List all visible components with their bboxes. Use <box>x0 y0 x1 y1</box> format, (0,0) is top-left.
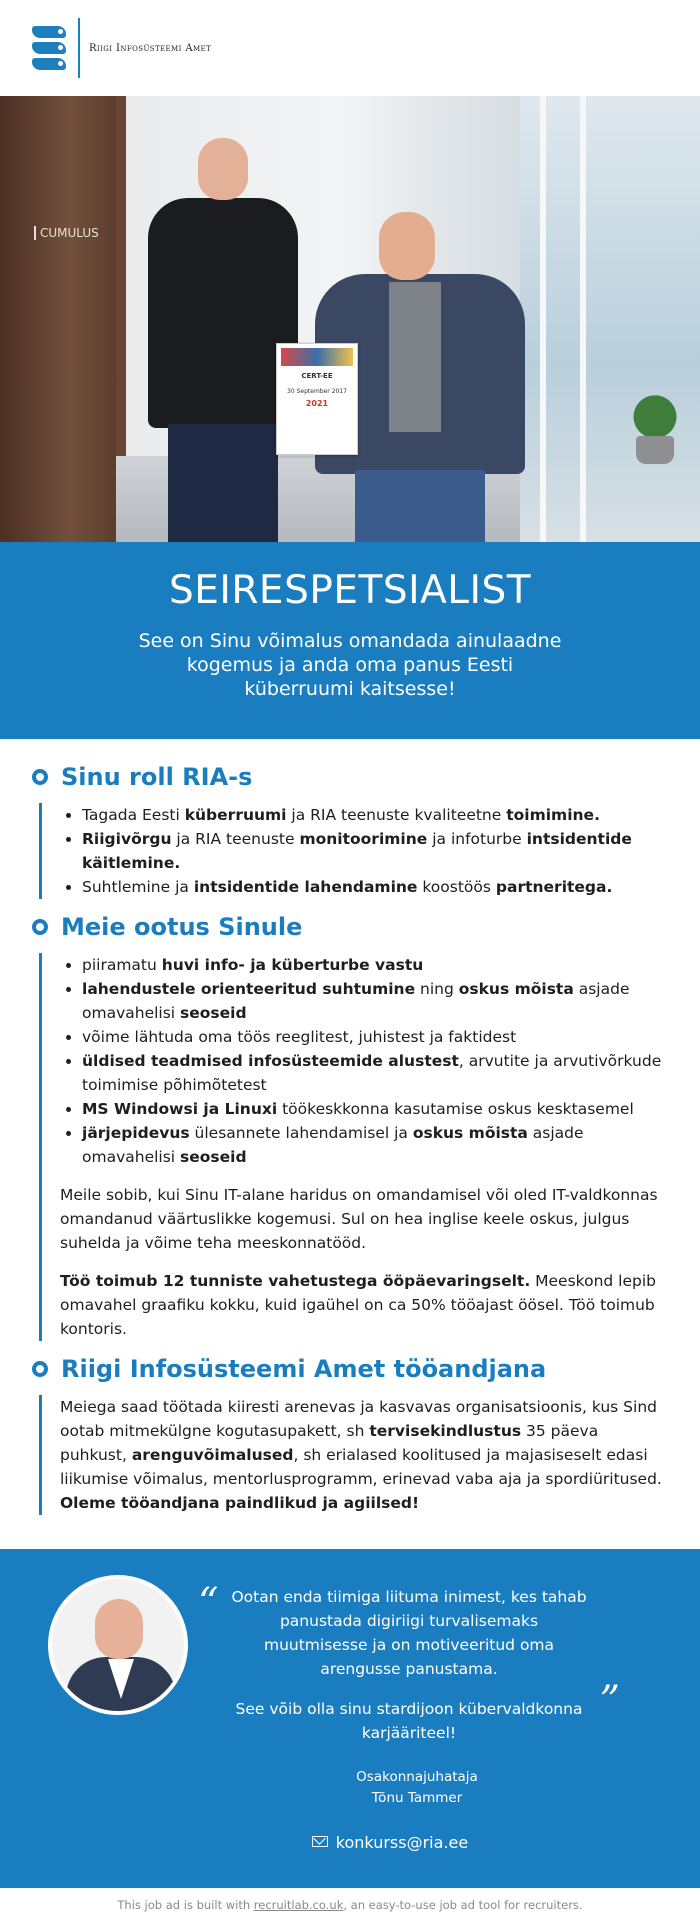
text: ja RIA teenuste <box>171 830 300 848</box>
list-item <box>82 875 668 899</box>
manager-avatar <box>48 1575 188 1715</box>
section-body <box>39 953 668 1341</box>
quote-section <box>0 1549 700 1888</box>
text: asjade omavahelisi <box>82 1124 584 1166</box>
bold-text: seoseid <box>180 1148 247 1166</box>
certificate-title: CERT-EE <box>301 372 333 380</box>
contact-email[interactable]: konkurss@ria.ee <box>335 1833 469 1852</box>
text: asjade omavahelisi <box>82 980 630 1022</box>
bold-text: järjepidevus <box>82 1124 190 1142</box>
bold-text: monitoorimine <box>299 830 428 848</box>
section-employer <box>32 1355 668 1515</box>
text: töökeskkonna kasutamise oskus kesktasemel <box>277 1100 634 1118</box>
text: ülesannete lahendamisel ja <box>189 1124 413 1142</box>
bold-text: huvi info- ja küberturbe vastu <box>161 956 424 974</box>
bold-text: lahendustele orienteeritud suhtumine <box>82 980 416 998</box>
text: , arvutite ja arvutivõrkude toimimise põhimõtetest <box>82 1052 662 1094</box>
footer-text-after: , an easy-to-use job ad tool for recruiters. <box>343 1898 583 1912</box>
list-item <box>82 803 668 827</box>
bold-text: oskus mõista <box>412 1124 528 1142</box>
section-body <box>39 803 668 899</box>
crest-logo-icon <box>32 24 66 72</box>
section-bullet-icon <box>32 769 48 785</box>
section-bullet-icon <box>32 919 48 935</box>
text: võime lähtuda oma töös reeglitest, juhistest ja faktidest <box>82 1028 517 1046</box>
contact-email-row[interactable] <box>80 1833 700 1852</box>
hero-banner <box>0 542 700 739</box>
wood-wall-panel <box>0 96 116 542</box>
section-title: Meie ootus Sinule <box>61 913 303 941</box>
certificate-date: 30 September 2017 <box>287 388 347 395</box>
header-divider <box>78 18 80 78</box>
quote-text-2: See võib olla sinu stardijoon kübervaldkonna karjääriteel! <box>235 1700 583 1742</box>
text: 35 päeva puhkust, <box>60 1422 599 1464</box>
text: Suhtlemine ja <box>82 878 194 896</box>
section-role <box>32 763 668 899</box>
window-frame <box>580 96 586 542</box>
certificate <box>276 343 358 455</box>
person-left <box>148 138 298 542</box>
hero-subtitle: See on Sinu võimalus omandada ainulaadne kogemus ja anda oma panus Eesti küberruumi kaitsesse! <box>138 630 562 700</box>
quote-block <box>198 1575 618 1761</box>
education-paragraph: Meile sobib, kui Sinu IT-alane haridus on omandamisel või oled IT-valdkonnas omandanud väärtuslikke kogemusi. Sul on hea inglise keele oskus, julgus suhelda ja võime teha meeskonnatööd. <box>60 1186 658 1252</box>
bold-text: seoseid <box>180 1004 247 1022</box>
text: piiramatu <box>82 956 162 974</box>
role-list <box>60 803 668 899</box>
bold-text: MS Windowsi ja Linuxi <box>82 1100 278 1118</box>
quote-signature <box>134 1767 700 1809</box>
bold-text: oskus mõista <box>458 980 574 998</box>
page-header <box>0 0 700 96</box>
footer-text-before: This job ad is built with <box>117 1898 254 1912</box>
list-item <box>82 1049 668 1097</box>
list-item <box>82 1121 668 1169</box>
hero-photo <box>0 96 700 542</box>
section-title: Riigi Infosüsteemi Amet tööandjana <box>61 1355 547 1383</box>
bold-text: intsidentide lahendamine <box>193 878 418 896</box>
list-item <box>82 1097 668 1121</box>
open-quote-icon: “ <box>198 1580 219 1626</box>
certificate-year: 2021 <box>305 399 329 408</box>
bold-text: toimimine. <box>506 806 600 824</box>
text: ja RIA teenuste kvaliteetne <box>286 806 507 824</box>
list-item <box>82 827 668 875</box>
bold-text: küberruumi <box>184 806 287 824</box>
close-quote-icon: ” <box>599 1678 620 1724</box>
mail-icon <box>312 1836 328 1847</box>
window-frame <box>540 96 546 542</box>
text: koostöös <box>417 878 496 896</box>
list-item <box>82 977 668 1025</box>
schedule-rest: Meeskond lepib omavahel graafiku kokku, kuid igaühel on ca 50% tööajast öösel. Töö toimub kontoris. <box>60 1272 656 1338</box>
list-item <box>82 1025 668 1049</box>
section-bullet-icon <box>32 1361 48 1377</box>
manager-name: Tõnu Tammer <box>371 1790 463 1806</box>
recruitlab-link[interactable]: recruitlab.co.uk <box>253 1898 344 1912</box>
bold-text: tervisekindlustus <box>369 1422 522 1440</box>
main-content <box>0 739 700 1549</box>
list-item <box>82 953 668 977</box>
bold-text: Oleme tööandjana paindlikud ja agiilsed! <box>60 1494 420 1512</box>
text: ja infoturbe <box>427 830 527 848</box>
text: ning <box>415 980 459 998</box>
section-expectations <box>32 913 668 1341</box>
section-body <box>39 1395 668 1515</box>
bold-text: arenguvõimalused <box>131 1446 294 1464</box>
employer-paragraph <box>60 1395 668 1515</box>
page-footer <box>0 1888 700 1922</box>
manager-role: Osakonnajuhataja <box>356 1769 478 1785</box>
plant-pot <box>636 436 674 464</box>
expectations-list <box>60 953 668 1169</box>
org-name: Riigi Infosüsteemi Amet <box>89 42 212 54</box>
bold-text: üldised teadmised infosüsteemide alustest <box>82 1052 459 1070</box>
section-title: Sinu roll RIA-s <box>61 763 253 791</box>
schedule-paragraph <box>60 1269 668 1341</box>
text: , sh erialased koolitused ja majasiseselt edasi liikumise võimalus, mentorlusprogramm, erinevad vaba aja ja spordiüritused. <box>60 1446 662 1488</box>
window <box>520 96 700 542</box>
text: Meiega saad töötada kiiresti arenevas ja kasvavas organisatsioonis, kus Sind ootab mitmekülgne kogutasupakett, sh <box>60 1398 657 1440</box>
schedule-bold: Töö toimub 12 tunniste vahetustega ööpäevaringselt. <box>60 1272 531 1290</box>
bold-text: Riigivõrgu <box>82 830 172 848</box>
wall-sign: CUMULUS <box>34 226 99 240</box>
text: Tagada Eesti <box>82 806 185 824</box>
bold-text: partneritega. <box>495 878 613 896</box>
job-title: SEIRESPETSIALIST <box>168 568 532 613</box>
bold-text: intsidentide käitlemine. <box>82 830 632 872</box>
quote-text-1: Ootan enda tiimiga liituma inimest, kes tahab panustada digiriigi turvalisemaks muutmisesse ja on motiveeritud oma arengusse panustama. <box>231 1588 587 1678</box>
